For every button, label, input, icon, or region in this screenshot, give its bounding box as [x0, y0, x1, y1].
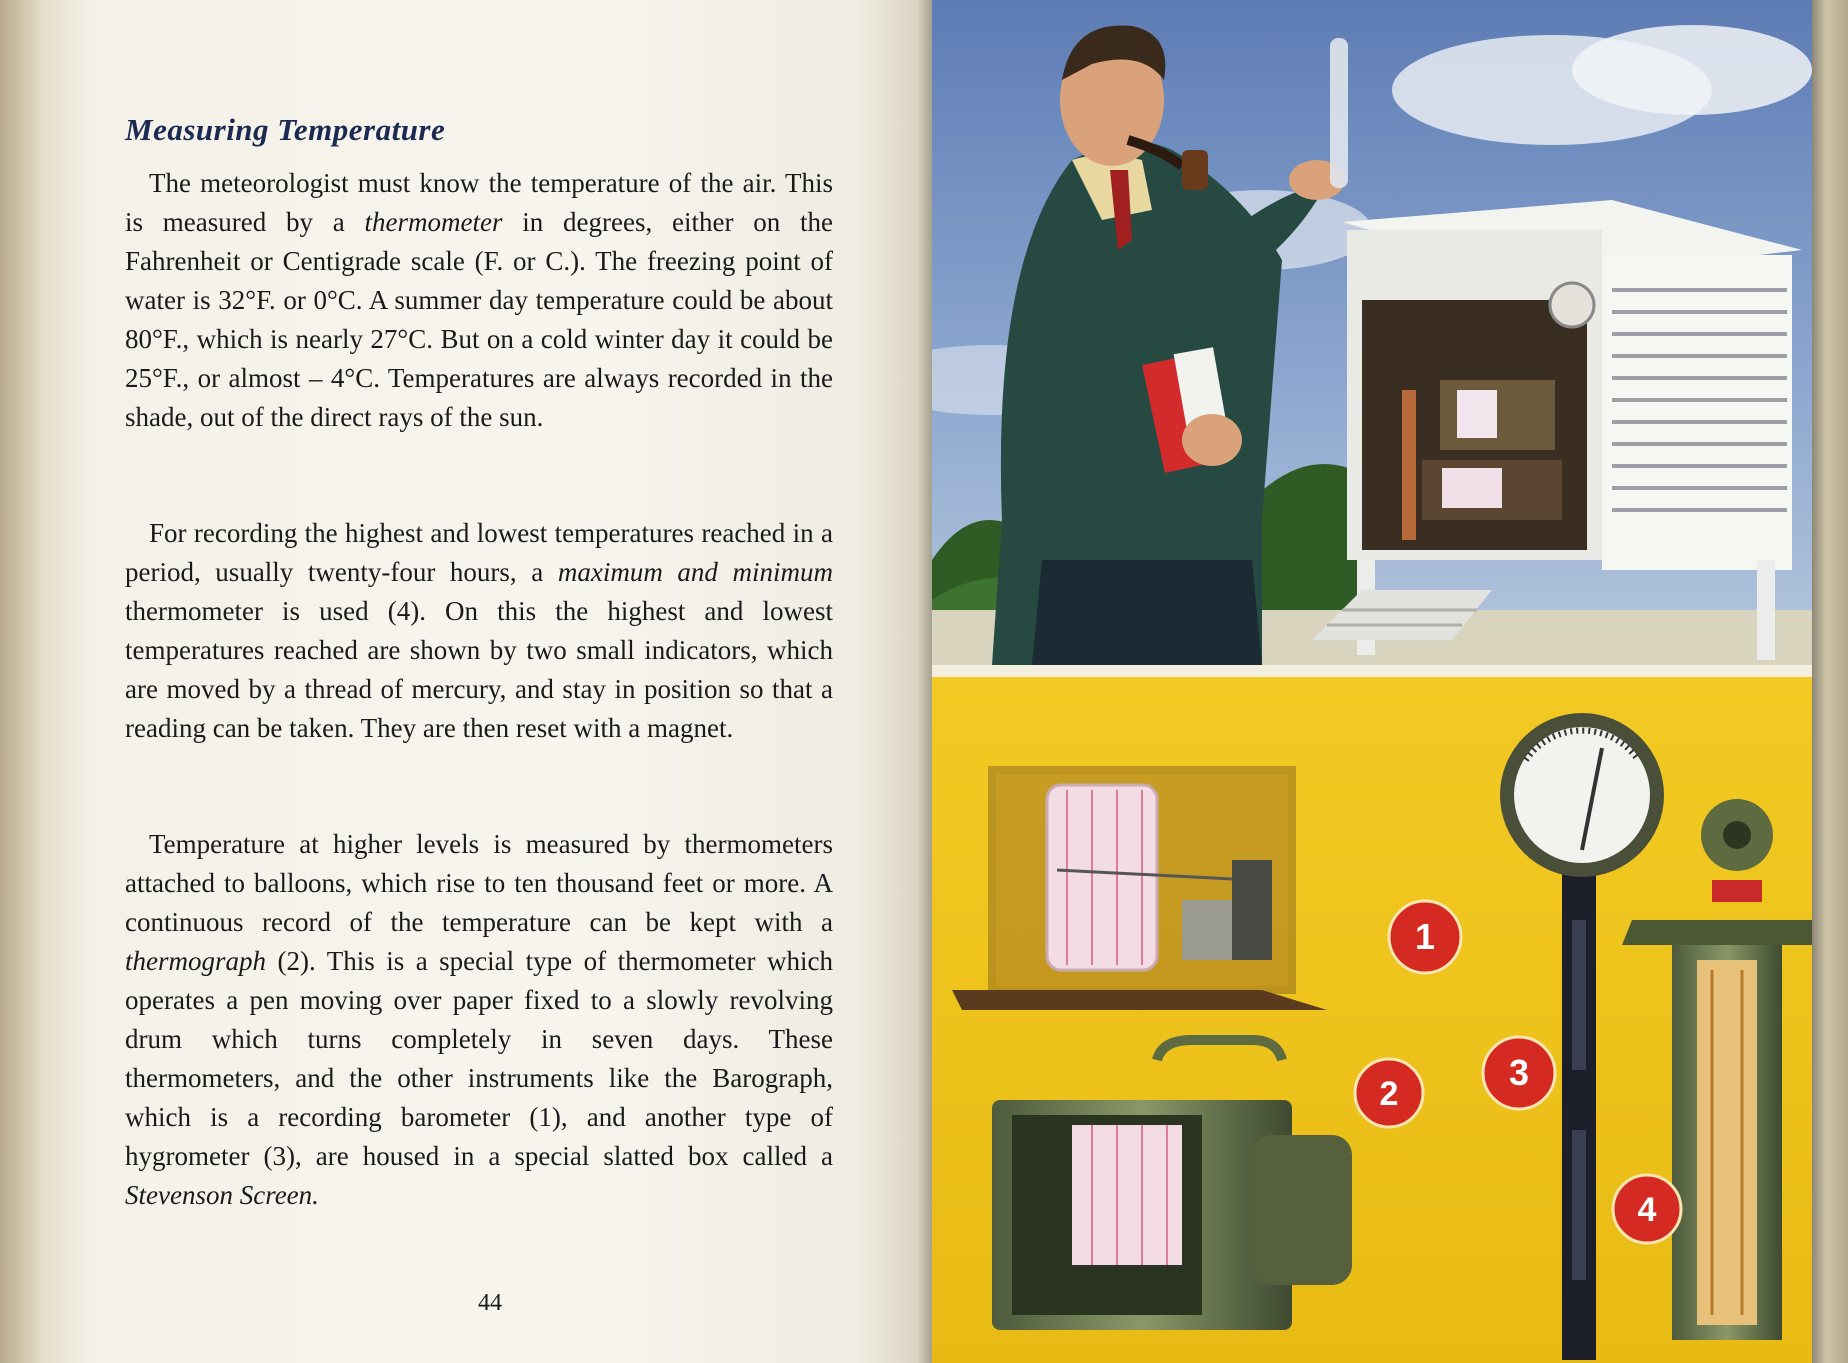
instruments-panel — [932, 677, 1812, 1363]
paragraph-thermometer — [125, 164, 833, 437]
paragraph-text: For recording the highest and lowest temperatures reached in a period, usually twenty-four hours, a — [125, 518, 833, 587]
marker-2-label: 2 — [1379, 1075, 1399, 1113]
page-number: 44 — [478, 1290, 502, 1316]
italic-term: thermometer — [364, 207, 503, 237]
illustration-canvas — [932, 0, 1812, 1363]
marker-1-label: 1 — [1414, 916, 1436, 957]
marker-2 — [1355, 1059, 1423, 1127]
right-page-illustration — [932, 0, 1812, 1363]
stevenson-screen-scene — [932, 0, 1812, 665]
marker-4-label: 4 — [1637, 1191, 1657, 1229]
paragraph-thermograph — [125, 825, 833, 1215]
marker-4 — [1613, 1175, 1681, 1243]
italic-term: Stevenson Screen. — [125, 1180, 319, 1210]
barograph-illustration — [952, 770, 1327, 1010]
paragraph-text: in degrees, either on the Fahrenheit or Centigrade scale (F. or C.). The freezing point of water is 32°F. or 0°C. A summer day temperature could be about 80°F., which is nearly 27°C. But on a cold winter day it could be 25°F., or almost – 4°C. Temperatures are always recorded in the shade, out of the direct rays of the sun. — [125, 207, 833, 432]
paragraph-text: (2). This is a special type of thermometer which operates a pen moving over paper fixed to a slowly revolving drum which turns completely in seven days. These thermometers, and the other instruments like the Barograph, which is a recording barometer (1), and another type of hygrometer (3), are housed in a special slatted box called a — [125, 946, 833, 1171]
paragraph-text: Temperature at higher levels is measured by thermometers attached to balloons, which rise to ten thousand feet or more. A continuous record of the temperature can be kept with a — [125, 829, 833, 937]
italic-term: maximum and minimum — [557, 557, 833, 587]
right-cover-edge — [1812, 0, 1848, 1363]
marker-1 — [1389, 901, 1461, 973]
marker-3-label: 3 — [1508, 1052, 1530, 1093]
page-title: Measuring Temperature — [125, 112, 446, 147]
marker-3 — [1483, 1037, 1555, 1109]
paragraph-text: thermometer is used (4). On this the highest and lowest temperatures reached are shown by two small indicators, which are moved by a thread of mercury, and stay in position so that a reading can be taken. They are then reset with a magnet. — [125, 596, 833, 743]
italic-term: thermograph — [125, 946, 266, 976]
paragraph-max-min — [125, 514, 833, 748]
paragraph-text: The meteorologist must know the temperature of the air. This is measured by a — [125, 168, 833, 237]
